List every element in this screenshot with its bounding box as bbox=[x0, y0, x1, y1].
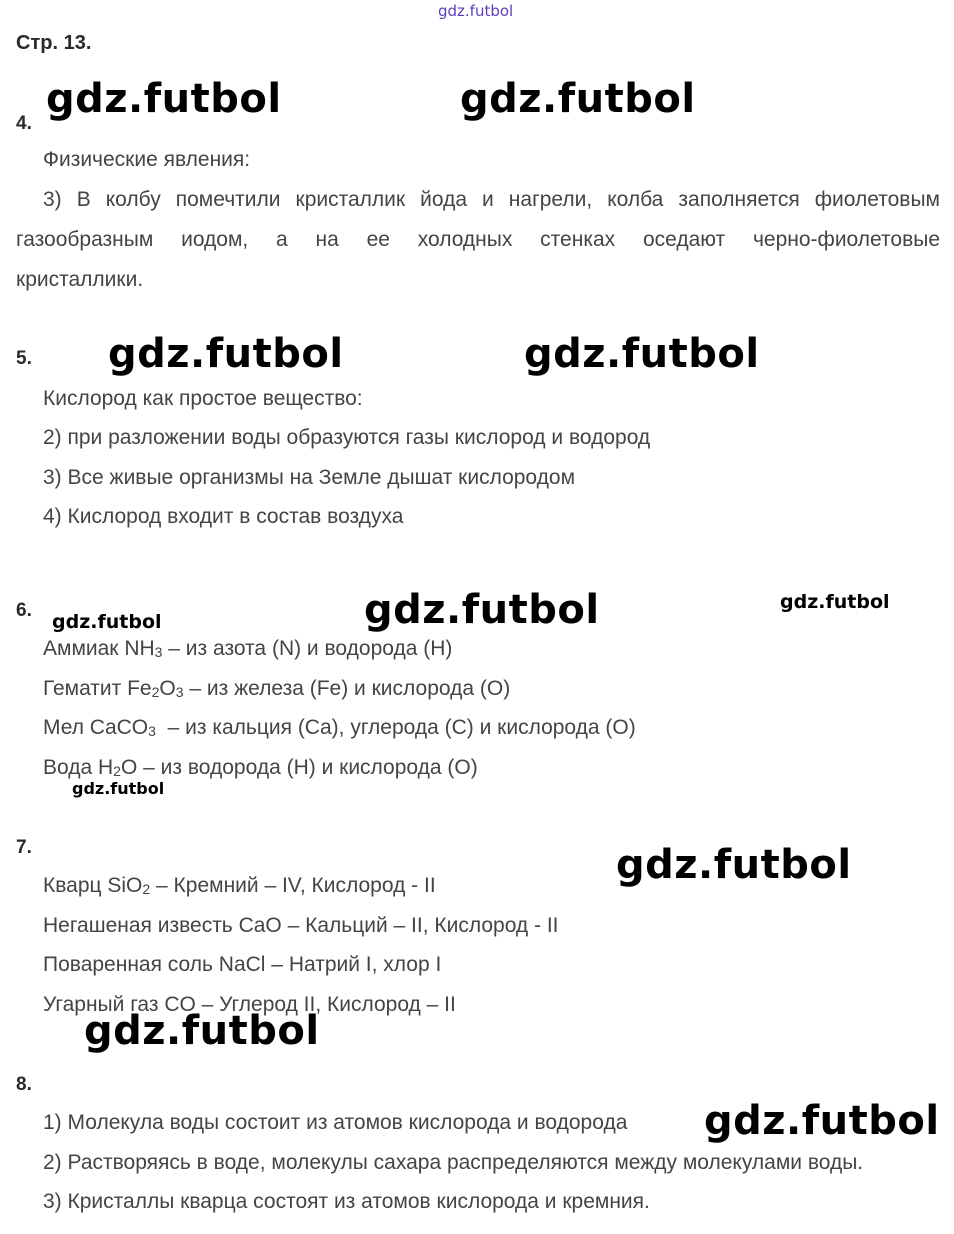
watermark: gdz.futbol bbox=[460, 76, 696, 122]
q5-item: 4) Кислород входит в состав воздуха bbox=[43, 505, 404, 528]
watermark: gdz.futbol bbox=[46, 76, 282, 122]
q6-line bbox=[43, 677, 510, 701]
q4-paragraph-line: газообразным иодом, а на ее холодных стенках оседают черно-фиолетовые bbox=[16, 228, 940, 251]
q6-text: Вода H bbox=[43, 756, 114, 779]
question-number-4: 4. bbox=[16, 113, 32, 134]
q7-line: Негашеная известь CaO – Кальций – II, Кислород - II bbox=[43, 914, 559, 937]
q6-text: O bbox=[159, 677, 176, 700]
subscript: 3 bbox=[154, 644, 163, 660]
q8-item: 2) Растворяясь в воде, молекулы сахара распределяются между молекулами воды. bbox=[43, 1151, 864, 1174]
q7-text: – Кремний – IV, Кислород - II bbox=[150, 874, 436, 897]
question-number-5: 5. bbox=[16, 348, 32, 369]
q6-text: – из азота (N) и водорода (H) bbox=[162, 637, 453, 660]
watermark: gdz.futbol bbox=[72, 779, 165, 798]
q5-heading: Кислород как простое вещество: bbox=[43, 387, 363, 410]
watermark: gdz.futbol bbox=[108, 331, 344, 377]
q7-text: Кварц SiO bbox=[43, 874, 143, 897]
watermark: gdz.futbol bbox=[364, 587, 600, 633]
subscript: 2 bbox=[142, 881, 151, 897]
q8-item: 1) Молекула воды состоит из атомов кислорода и водорода bbox=[43, 1111, 628, 1134]
watermark-top: gdz.futbol bbox=[438, 2, 514, 20]
q7-line: Поваренная соль NaCl – Натрий I, хлор I bbox=[43, 953, 442, 976]
q6-line bbox=[43, 716, 636, 740]
subscript: 2 bbox=[151, 684, 160, 700]
subscript: 3 bbox=[175, 684, 184, 700]
question-number-7: 7. bbox=[16, 837, 32, 858]
subscript: 2 bbox=[113, 763, 121, 779]
page-label: Стр. 13. bbox=[16, 32, 92, 54]
watermark: gdz.futbol bbox=[780, 591, 890, 613]
q6-text: Аммиак NH bbox=[43, 637, 155, 660]
watermark: gdz.futbol bbox=[616, 842, 852, 888]
q5-item: 2) при разложении воды образуются газы кислород и водород bbox=[43, 426, 651, 449]
q7-line bbox=[43, 874, 436, 898]
question-number-8: 8. bbox=[16, 1074, 32, 1095]
q4-paragraph-text: 3) В колбу помечтили кристаллик йода и нагрели, колба заполняется фиолетовым bbox=[43, 188, 940, 211]
q7-line: Угарный газ CO – Углерод II, Кислород – II bbox=[43, 993, 456, 1016]
q6-text: – из кальция (Ca), углерода (C) и кислорода (O) bbox=[155, 716, 636, 739]
subscript: 3 bbox=[148, 723, 156, 739]
watermark: gdz.futbol bbox=[84, 1008, 320, 1054]
q8-item: 3) Кристаллы кварца состоят из атомов кислорода и кремния. bbox=[43, 1190, 650, 1213]
q6-line bbox=[43, 756, 478, 780]
q6-text: – из железа (Fe) и кислорода (O) bbox=[183, 677, 511, 700]
watermark: gdz.futbol bbox=[524, 331, 760, 377]
q5-item: 3) Все живые организмы на Земле дышат кислородом bbox=[43, 466, 576, 489]
watermark: gdz.futbol bbox=[704, 1098, 940, 1144]
q4-paragraph-line bbox=[16, 188, 940, 212]
q6-text: O – из водорода (H) и кислорода (O) bbox=[120, 756, 478, 779]
q6-text: Гематит Fe bbox=[43, 677, 152, 700]
q4-paragraph-line: кристаллики. bbox=[16, 268, 144, 291]
question-number-6: 6. bbox=[16, 600, 32, 621]
q4-heading: Физические явления: bbox=[43, 148, 251, 171]
q6-text: Мел CaCO bbox=[43, 716, 149, 739]
q6-line bbox=[43, 637, 452, 661]
watermark: gdz.futbol bbox=[52, 611, 162, 633]
